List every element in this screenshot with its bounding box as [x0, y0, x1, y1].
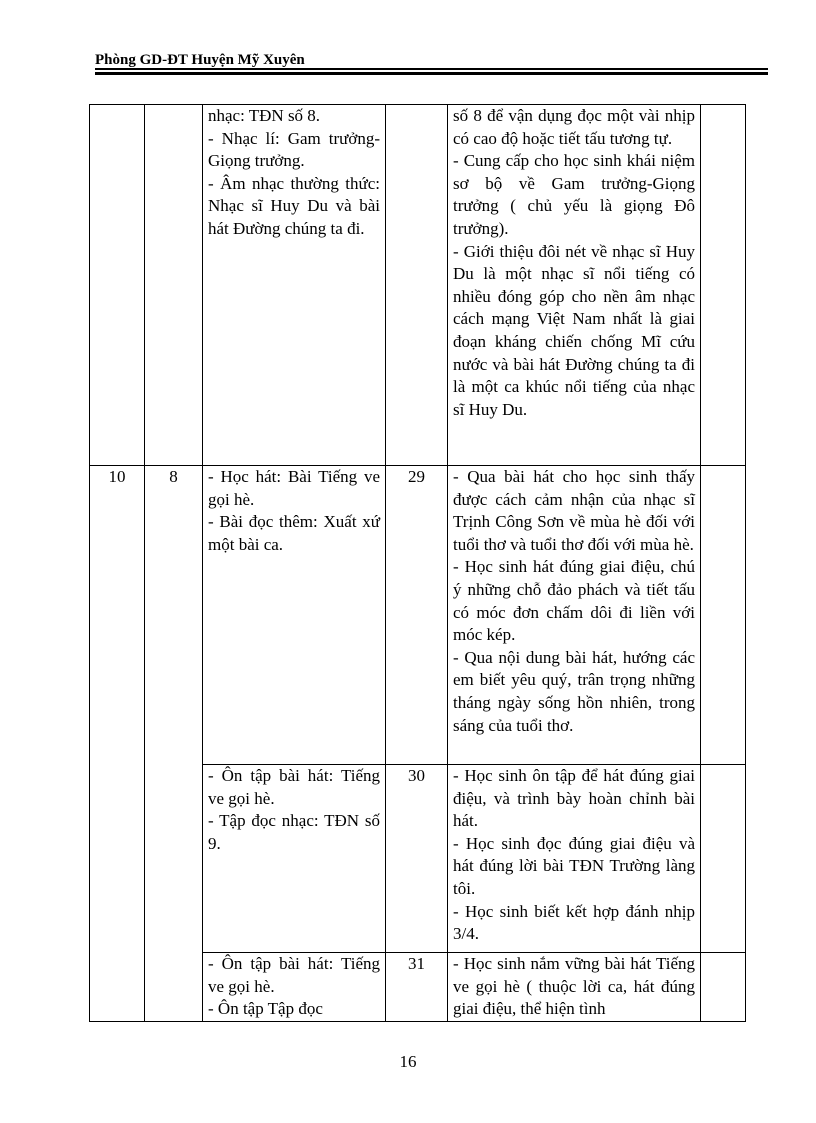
goal-line: - Học sinh ôn tập để hát đúng giai điệu, và trình bày hoàn chỉnh bài hát.: [453, 766, 695, 831]
note-cell: [701, 466, 746, 765]
period-cell: 8: [145, 466, 203, 1022]
content-line: - Học hát: Bài Tiếng ve gọi hè.: [208, 467, 380, 509]
goal-line: - Học sinh nắm vững bài hát Tiếng ve gọi hè ( thuộc lời ca, hát đúng giai điệu, thể hiện tình: [453, 954, 695, 1019]
content-cell: [203, 466, 386, 765]
lesson-number-cell: 31: [386, 953, 448, 1022]
content-cell: [203, 765, 386, 953]
week-cell: [90, 105, 145, 466]
content-cell: [203, 953, 386, 1022]
goals-cell: [448, 953, 701, 1022]
goal-line: - Học sinh đọc đúng giai điệu và hát đúng lời bài TĐN Trường làng tôi.: [453, 833, 695, 898]
goals-cell: [448, 466, 701, 765]
header-rule-thick: [95, 72, 768, 75]
note-cell: [701, 953, 746, 1022]
goal-line: - Cung cấp cho học sinh khái niệm sơ bộ về Gam trưởng-Giọng trưởng ( chủ yếu là giọng Đô trưởng).: [453, 151, 695, 238]
table-row: [90, 466, 746, 765]
period-cell: [145, 105, 203, 466]
goal-line: số 8 để vận dụng đọc một vài nhịp có cao độ hoặc tiết tấu tương tự.: [453, 106, 695, 148]
lesson-number-cell: [386, 105, 448, 466]
goal-line: - Học sinh biết kết hợp đánh nhịp 3/4.: [453, 901, 695, 944]
content-line: nhạc: TĐN số 8.: [208, 106, 321, 125]
note-cell: [701, 765, 746, 953]
goal-line: - Giới thiệu đôi nét về nhạc sĩ Huy Du là một nhạc sĩ nổi tiếng có nhiều đóng góp cho nền âm nhạc cách mạng Việt Nam nhất là giai đoạn kháng chiến chống Mĩ cứu nước và bài hát Đường chúng ta đi là một ca khúc nổi tiếng của nhạc sĩ Huy Du.: [453, 241, 695, 419]
content-line: - Bài đọc thêm: Xuất xứ một bài ca.: [208, 512, 380, 554]
goals-cell: [448, 765, 701, 953]
content-line: - Nhạc lí: Gam trưởng-Giọng trưởng.: [208, 128, 380, 171]
content-line: - Tập đọc nhạc: TĐN số 9.: [208, 811, 380, 853]
lesson-number-cell: 29: [386, 466, 448, 765]
content-line: - Âm nhạc thường thức: Nhạc sĩ Huy Du và bài hát Đường chúng ta đi.: [208, 173, 380, 238]
lesson-plan-table: [89, 104, 746, 1022]
content-line: - Ôn tập bài hát: Tiếng ve gọi hè.: [208, 954, 380, 996]
header-rule-thin: [95, 68, 768, 70]
content-cell: [203, 105, 386, 466]
note-cell: [701, 105, 746, 466]
goals-cell: [448, 105, 701, 466]
goal-line: - Qua nội dung bài hát, hướng các em biết yêu quý, trân trọng những tháng ngày sống hồn nhiên, trong sáng của tuổi thơ.: [453, 647, 695, 735]
lesson-number-cell: 30: [386, 765, 448, 953]
page-header-title: Phòng GD-ĐT Huyện Mỹ Xuyên: [95, 52, 305, 68]
table-row: [90, 105, 746, 466]
content-line: - Ôn tập bài hát: Tiếng ve gọi hè.: [208, 766, 380, 808]
content-line: - Ôn tập Tập đọc: [208, 999, 323, 1019]
page-number: 16: [399, 1052, 417, 1071]
goal-line: - Qua bài hát cho học sinh thấy được cách cảm nhận của nhạc sĩ Trịnh Công Sơn về mùa hè đối với tuổi thơ và tuổi thơ đối với mùa hè.: [453, 467, 695, 554]
week-cell: 10: [90, 466, 145, 1022]
goal-line: - Học sinh hát đúng giai điệu, chú ý những chỗ đảo phách và tiết tấu có móc đơn chấm dôi đi liền với móc kép.: [453, 557, 695, 645]
